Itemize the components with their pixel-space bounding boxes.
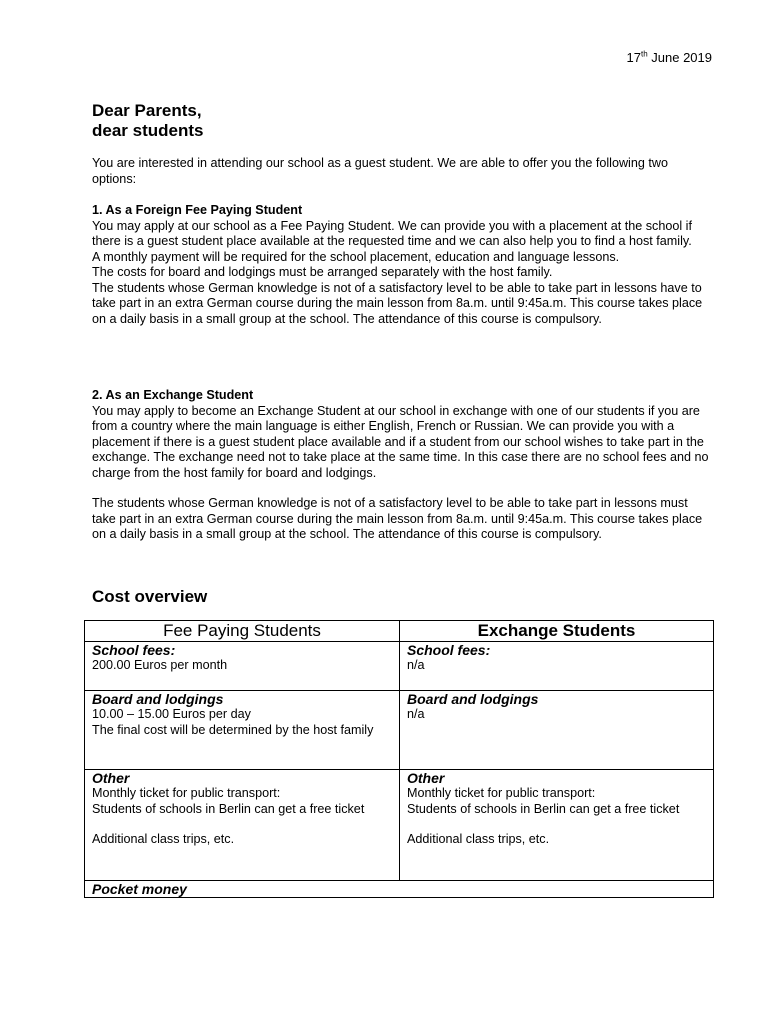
option-1-paragraph-3: The costs for board and lodgings must be arranged separately with the host family. xyxy=(92,265,553,279)
cost-table xyxy=(84,620,714,898)
pocket-money-cell: Pocket money xyxy=(85,881,714,898)
exchange-school-fees-cell: School fees: n/a xyxy=(400,642,714,691)
fee-board-cell: Board and lodgings 10.00 – 15.00 Euros per day The final cost will be determined by the host family xyxy=(85,691,400,770)
cost-overview-title: Cost overview xyxy=(92,587,208,606)
exchange-other-cell: Other Monthly ticket for public transport: Students of schools in Berlin can get a free ticket Additional class trips, etc. xyxy=(400,770,714,881)
table-row xyxy=(85,691,714,770)
option-fee-paying xyxy=(92,203,714,327)
greeting-line-2: dear students xyxy=(92,121,204,140)
exchange-board-cell: Board and lodgings n/a xyxy=(400,691,714,770)
table-row xyxy=(85,770,714,881)
option-1-paragraph-1: You may apply at our school as a Fee Paying Student. We can provide you with a placement at the school if there is a guest student place available at the requested time and we can also help you to find a host family. xyxy=(92,218,692,248)
option-2-heading: 2. As an Exchange Student xyxy=(92,388,254,402)
option-1-heading: 1. As a Foreign Fee Paying Student xyxy=(92,203,303,217)
greeting xyxy=(92,101,203,141)
table-header-row xyxy=(85,621,714,642)
exchange-header: Exchange Students xyxy=(400,621,714,642)
fee-paying-header: Fee Paying Students xyxy=(85,621,400,642)
table-row xyxy=(85,881,714,898)
fee-school-fees-cell: School fees: 200.00 Euros per month xyxy=(85,642,400,691)
letter-date: 17th June 2019 xyxy=(626,49,712,65)
option-exchange xyxy=(92,388,714,543)
fee-other-cell: Other Monthly ticket for public transport: Students of schools in Berlin can get a free ticket Additional class trips, etc. xyxy=(85,770,400,881)
table-row xyxy=(85,642,714,691)
intro-paragraph: You are interested in attending our school as a guest student. We are able to offer you the following two options: xyxy=(92,156,668,186)
greeting-line-1: Dear Parents, xyxy=(92,101,202,120)
date-suffix: th xyxy=(640,49,648,59)
option-2-paragraph-1: You may apply to become an Exchange Student at our school in exchange with one of our students if you are from a country where the main language is either English, French or Russian. We can provide you with a placement if there is a guest student place available and if a student from our school wishes to take part in the exchange. The exchange need not to take place at the same time. In this case there are no school fees and no charge from the host family for board and lodgings. xyxy=(92,403,709,480)
option-2-paragraph-2: The students whose German knowledge is not of a satisfactory level to be able to take part in lessons must take part in an extra German course during the main lesson from 8a.m. until 9:45a.m. This course takes place on a daily basis in a small group at the school. The attendance of this course is compulsory. xyxy=(92,496,703,541)
option-1-paragraph-4: The students whose German knowledge is not of a satisfactory level to be able to take part in lessons have to take part in an extra German course during the main lesson from 8a.m. until 9:45a.m. This course takes place on a daily basis in a small group at the school. The attendance of this course is compulsory. xyxy=(92,280,703,326)
option-1-paragraph-2: A monthly payment will be required for the school placement, education and language lessons. xyxy=(92,249,620,264)
